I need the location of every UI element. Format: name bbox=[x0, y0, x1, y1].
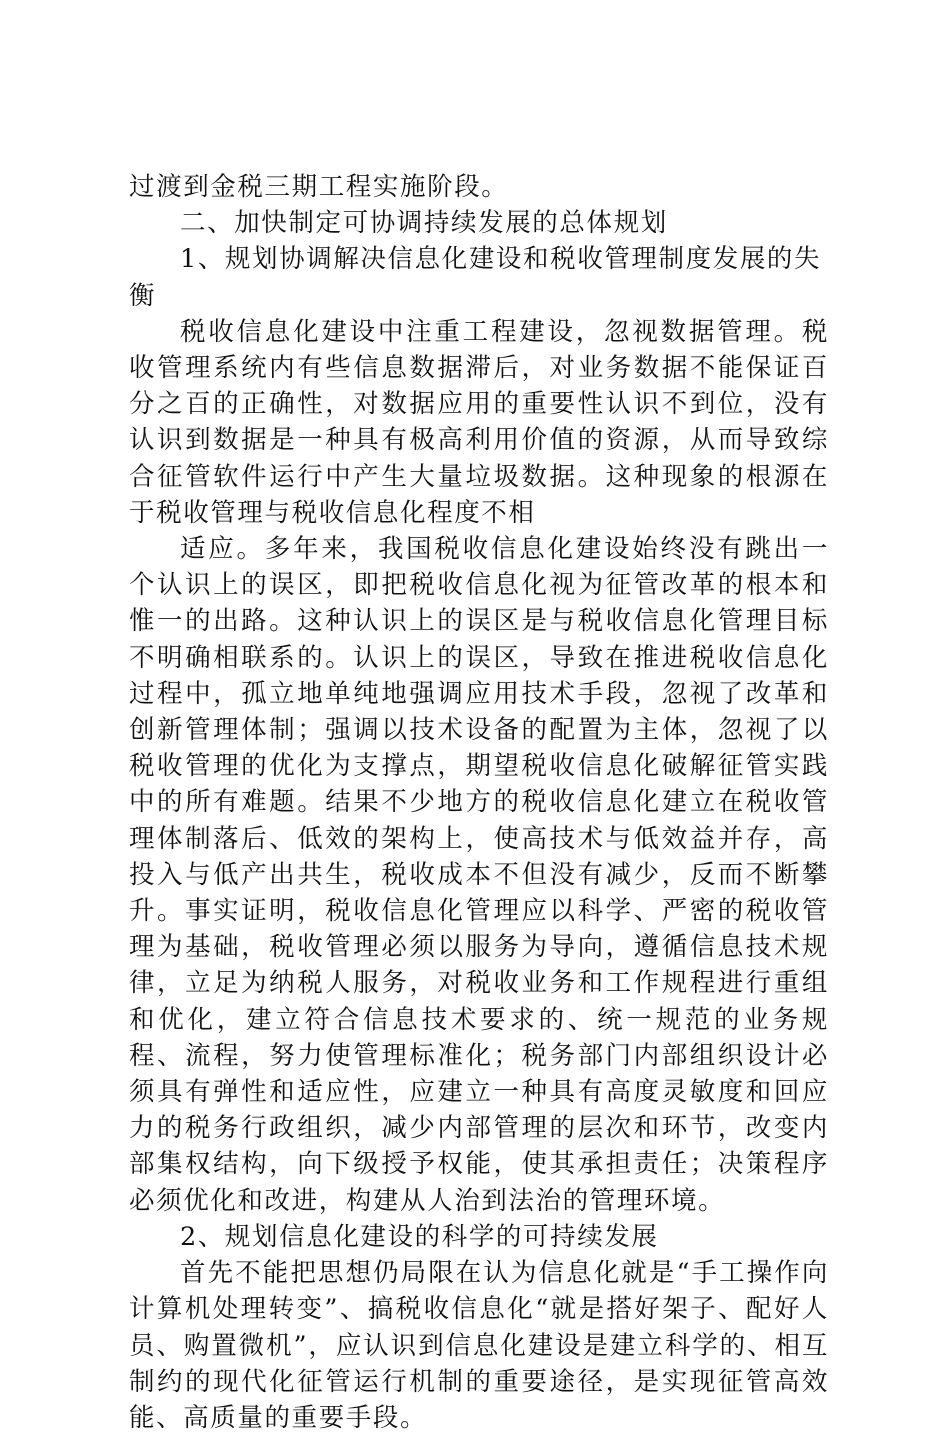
section-heading-2: 二、加快制定可协调持续发展的总体规划 bbox=[180, 208, 668, 239]
paragraph-data-management: 税收信息化建设中注重工程建设，忽视数据管理。税收管理系统内有些信息数据滞后，对业务数据不能保证百分之百的正确性，对数据应用的重要性认识不到位，没有认识到数据是一种具有极高利用价值的资源，从而导致综合征管软件运行中产生大量垃圾数据。这种现象的根源在于税收管理与税收信息化程度不相 bbox=[129, 316, 829, 528]
paragraph-continuation: 过渡到金税三期工程实施阶段。 bbox=[129, 172, 509, 202]
paragraph-sustainable-development: 首先不能把思想仍局限在认为信息化就是“手工操作向计算机处理转变”、搞税收信息化“就是搭好架子、配好人员、购置微机”，应认识到信息化建设是建立科学的、相互制约的现代化征管运行机制的重要途径，是实现征管高效能、高质量的重要手段。 bbox=[129, 1258, 829, 1433]
subsection-heading-2: 2、规划信息化建设的科学的可持续发展 bbox=[180, 1221, 659, 1252]
paragraph-misconception: 适应。多年来，我国税收信息化建设始终没有跳出一个认识上的误区，即把税收信息化视为征管改革的根本和惟一的出路。这种认识上的误区是与税收信息化管理目标不明确相联系的。认识上的误区，导致在推进税收信息化过程中，孤立地单纯地强调应用技术手段，忽视了改革和创新管理体制；强调以技术设备的配置为主体，忽视了以税收管理的优化为支撑点，期望税收信息化破解征管实践中的所有难题。结果不少地方的税收信息化建立在税收管理体制落后、低效的架构上，使高技术与低效益并存，高投入与低产出共生，税收成本不但没有减少，反而不断攀升。事实证明，税收信息化管理应以科学、严密的税收管理为基础，税收管理必须以服务为导向，遵循信息技术规律，立足为纳税人服务，对税收业务和工作规程进行重组和优化，建立符合信息技术要求的、统一规范的业务规程、流程，努力使管理标准化；税务部门内部组织设计必须具有弹性和适应性，应建立一种具有高度灵敏度和回应力的税务行政组织，减少内部管理的层次和环节，改变内部集权结构，向下级授予权能，使其承担责任；决策程序必须优化和改进，构建从人治到法治的管理环境。 bbox=[129, 534, 829, 1216]
subsection-heading-1: 1、规划协调解决信息化建设和税收管理制度发展的失衡 bbox=[129, 244, 822, 311]
document-body bbox=[129, 169, 829, 1436]
